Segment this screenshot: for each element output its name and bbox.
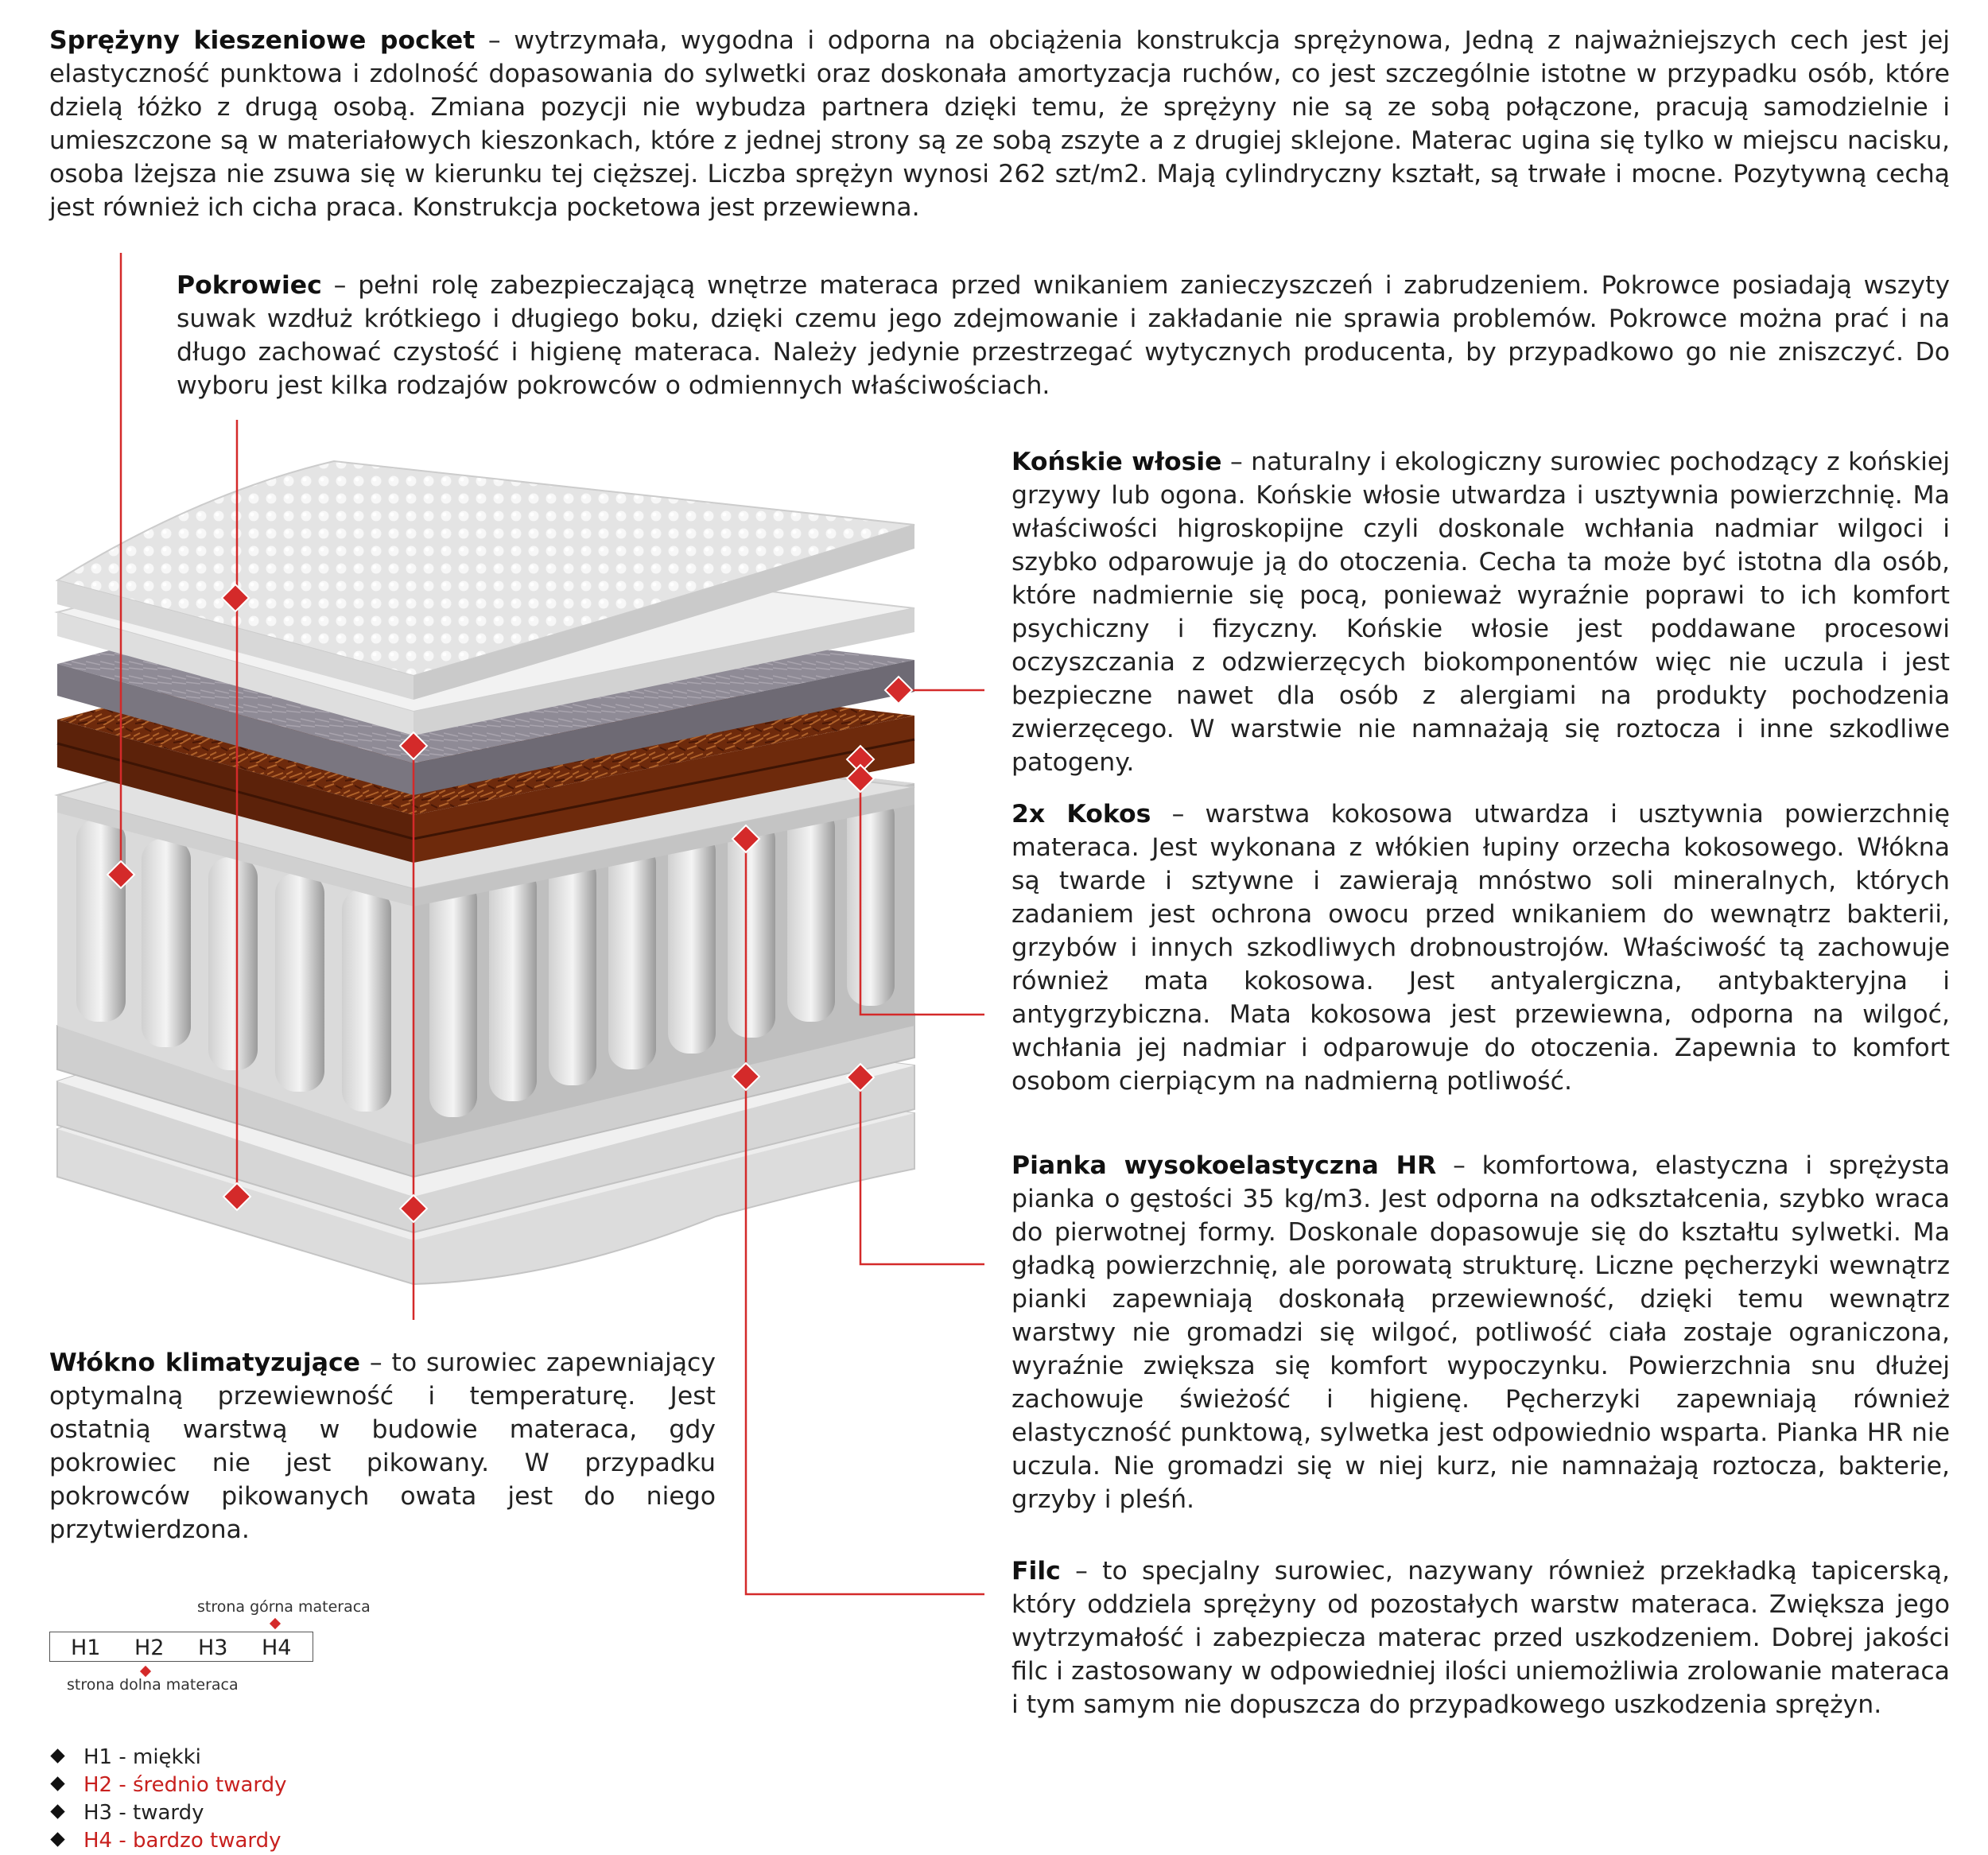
section-text: – wytrzymała, wygodna i odporna na obciążenia konstrukcja sprężynowa, Jedną z najważniejszych cech jest jej elastyczność punktowa i zdolność dopasowania do sylwetki oraz doskonała amortyzacja ruchów, co jest szczególnie istotne w przypadku osób, które dzielą łóżko z drugą osobą. Zmiana pozycji nie wybudza partnera dzięki temu, że sprężyny nie są ze sobą połączone, pracują samodzielnie i umieszczone są w materiałowych kieszonkach, które z jednej strony są ze sobą zszyte a z drugiej sklejone. Materac ugina się tylko w miejscu nacisku, osoba lżejsza nie zsuwa się w kierunku tej cięższej. Liczba sprężyn wynosi 262 szt/m2. Mają cylindryczny kształt, są trwałe i mocne. Pozytywną cechą jest również ich cicha praca. Konstrukcja pocketowa jest przewiewna. [49,26,1950,222]
legend-item-h1: H1 - miękki [49,1744,201,1771]
diamond-icon [50,1776,64,1791]
hardness-scale [49,1632,313,1662]
legend-item-h4: H4 - bardzo twardy [49,1827,282,1854]
top-side-label: strona górna materaca [197,1598,371,1616]
hardness-level-h3: H3 [198,1636,228,1660]
section-title: Pianka wysokoelastyczna HR [1011,1151,1437,1180]
hardness-level-h2: H2 [134,1636,165,1660]
diamond-icon [50,1748,64,1763]
section-text: – warstwa kokosowa utwardza i usztywnia powierzchnię materaca. Jest wykonana z włókien łupiny orzecha kokosowego. Włókna są twarde i sztywne i zawierają mnóstwo soli mineralnych, których zadaniem jest ochrona owocu przed wnikaniem do wewnątrz bakterii, grzybów i innych szkodliwych drobnoustrojów. Właściwość tą zachowuje również mata kokosowa. Jest antyalergiczna, antybakteryjna i antygrzybiczna. Mata kokosowa jest przewiewna, odporna na wilgoć, wchłania jej nadmiar i odparowuje do otoczenia. Zapewnia to komfort osobom cierpiącym na nadmierną potliwość. [1011,800,1950,1096]
section-title: Włókno klimatyzujące [49,1349,360,1377]
section-text: – komfortowa, elastyczna i sprężysta pianka o gęstości 35 kg/m3. Jest odporna na odkształcenia, szybko wraca do pierwotnej formy. Doskonale dopasowuje się do kształtu sylwetki. Ma gładką powierzchnię, ale porowatą strukturę. Liczne pęcherzyki wewnątrz pianki zapewniają doskonałą przewiewność, dzięki temu wewnątrz warstwy nie gromadzi się wilgoć, potliwość ciała zostaje ograniczona, wyraźnie zwiększa się komfort wypoczynku. Powierzchnia snu dłużej zachowuje świeżość i higienę. Pęcherzyki zapewniają również elastyczność punktową, sylwetka jest odpowiednio wsparta. Pianka HR nie uczula. Nie gromadzi się w niej kurz, nie namnażają roztocza, bakterie, grzyby i pleśń. [1011,1151,1950,1514]
section-title: Filc [1011,1557,1061,1585]
hardness-level-h1: H1 [71,1636,101,1660]
top-side-marker [270,1618,281,1629]
section-text: – to specjalny surowiec, nazywany również przekładką tapicerską, który oddziela sprężyny od pozostałych warstw materaca. Zwiększa jego wytrzymałość i zabezpiecza materac przed uszkodzeniem. Dobrej jakości filc i zastosowany w odpowiedniej ilości uniemożliwia zrolowanie materaca i tym samym nie dopuszcza do przypadkowego uszkodzenia sprężyn. [1011,1557,1950,1719]
section-title: Końskie włosie [1011,448,1222,476]
section-text: – pełni rolę zabezpieczającą wnętrze materaca przed wnikaniem zanieczyszczeń i zabrudzeniem. Pokrowce posiadają wszyty suwak wzdłuż krótkiego i długiego boku, dzięki czemu jego zdejmowanie i zakładanie nie sprawia problemów. Pokrowce można prać i na długo zachować czystość i higienę materaca. Należy jedynie przestrzegać wytycznych producenta, by przypadkowo go nie zniszczyć. Do wyboru jest kilka rodzajów pokrowców o odmiennych właściwościach. [177,271,1951,400]
diamond-icon [50,1804,64,1818]
section-title: 2x Kokos [1011,800,1151,829]
diamond-icon [50,1832,64,1846]
legend-item-h3: H3 - twardy [49,1799,204,1826]
section-title: Sprężyny kieszeniowe pocket [49,26,476,55]
bottom-side-label: strona dolna materaca [67,1676,239,1694]
section-text: – to surowiec zapewniający optymalną przewiewność i temperaturę. Jest ostatnią warstwą w budowie materaca, gdy pokrowiec nie jest pikowany. W przypadku pokrowców pikowanych owata jest do niego przytwierdzona. [49,1349,716,1544]
section-title: Pokrowiec [177,271,322,300]
legend-item-h2: H2 - średnio twardy [49,1772,287,1799]
section-text: – naturalny i ekologiczny surowiec pochodzący z końskiej grzywy lub ogona. Końskie włosie utwardza i usztywnia powierzchnię. Ma właściwości higroskopijne czyli doskonale wchłania nadmiar wilgoci i szybko odparowuje ją do otoczenia. Cecha ta może być istotna dla osób, które nadmiernie się pocą, ponieważ wyraźnie poprawi to ich komfort psychiczny i fizyczny. Końskie włosie jest poddawane procesowi oczyszczania z odzwierzęcych biokomponentów więc nie uczula i jest bezpieczne nawet dla osób z alergiami na produkty pochodzenia zwierzęcego. W warstwie nie namnażają się roztocza i inne szkodliwe patogeny. [1011,448,1950,777]
bottom-side-marker [140,1666,151,1677]
hardness-level-h4: H4 [262,1636,292,1660]
